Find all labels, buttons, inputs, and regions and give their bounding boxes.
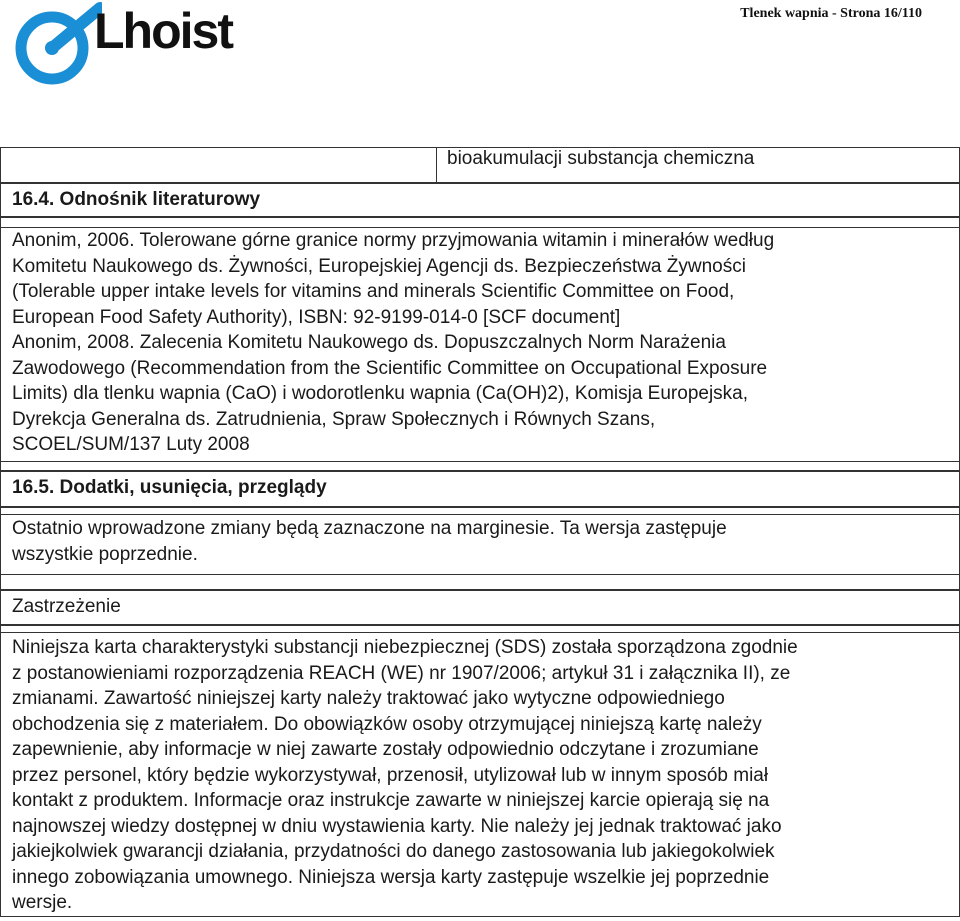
text-line: Niniejsza karta charakterystyki substancji niebezpiecznej (SDS) została sporządzona zgodnie bbox=[12, 637, 798, 658]
section-16-5-heading: 16.5. Dodatki, usunięcia, przeglądy bbox=[12, 477, 327, 498]
bioaccum-cell-left bbox=[0, 147, 436, 183]
text-line: przez personel, który będzie wykorzystywał, przenosił, utylizował lub w innym sposób miał bbox=[12, 764, 769, 786]
logo-text: Lhoist bbox=[94, 3, 232, 59]
text-line: wszystkie poprzednie. bbox=[12, 543, 198, 565]
text-line: zmianami. Zawartość niniejszej karty należy traktować jako wytyczne odpowiedniego bbox=[12, 688, 725, 709]
text-line: kontakt z produktem. Informacje oraz instrukcje zawarte w niniejszej karcie opierają się na bbox=[12, 790, 770, 811]
disclaimer-heading: Zastrzeżenie bbox=[12, 596, 121, 617]
section-16-4-gap-box bbox=[0, 461, 960, 471]
page-info: Tlenek wapnia - Strona 16/110 bbox=[740, 6, 922, 21]
disclaimer-top-rule bbox=[0, 625, 960, 633]
text-line: Dyrekcja Generalna ds. Zatrudnienia, Spraw Społecznych i Równych Szans, bbox=[12, 408, 656, 430]
text-line: wersje. bbox=[12, 892, 73, 913]
lhoist-logo bbox=[12, 2, 232, 88]
text-line: Anonim, 2006. Tolerowane górne granice normy przyjmowania witamin i minerałów według bbox=[12, 230, 775, 251]
text-line: zapewnienie, aby informacje w niej zawarte zostały odpowiednio odczytane i zrozumiane bbox=[12, 739, 759, 760]
section-16-5-top-rule bbox=[0, 507, 960, 515]
section-16-4-heading: 16.4. Odnośnik literaturowy bbox=[12, 189, 261, 210]
text-line: z postanowieniami rozporządzenia REACH (WE) nr 1907/2006; artykuł 31 i załącznika II), ze bbox=[12, 662, 791, 684]
bioaccum-text: bioakumulacji substancja chemiczna bbox=[447, 148, 755, 169]
text-line: Zawodowego (Recommendation from the Scientific Committee on Occupational Exposure bbox=[12, 357, 768, 379]
text-line: (Tolerable upper intake levels for vitamins and minerals Scientific Committee on Food, bbox=[12, 281, 735, 302]
text-line: najnowszej wiedzy dostępnej w dniu wystawienia karty. Nie należy jej jednak traktować jako bbox=[12, 815, 782, 837]
section-16-5-gap-box bbox=[0, 574, 960, 590]
text-line: European Food Safety Authority), ISBN: 92-9199-014-0 [SCF document] bbox=[12, 306, 621, 328]
text-line: jakiejkolwiek gwarancji działania, przydatności do danego zastosowania lub jakiegokolwiek bbox=[12, 841, 775, 862]
text-line: innego zobowiązania umownego. Niniejsza wersja karty zastępuje wszelkie jej poprzednie bbox=[12, 866, 770, 888]
lhoist-logo-icon bbox=[12, 2, 102, 88]
text-line: obchodzenia się z materiałem. Do obowiązków osoby otrzymującej niniejszą kartę należy bbox=[12, 713, 762, 735]
section-16-4-top-rule bbox=[0, 217, 960, 228]
text-line: Anonim, 2008. Zalecenia Komitetu Naukowego ds. Dopuszczalnych Norm Narażenia bbox=[12, 332, 726, 353]
disclaimer-heading-box bbox=[0, 590, 960, 625]
text-line: Ostatnio wprowadzone zmiany będą zaznaczone na marginesie. Ta wersja zastępuje bbox=[12, 518, 727, 539]
text-line: Komitetu Naukowego ds. Żywności, Europejskiej Agencji ds. Bezpieczeństwa Żywności bbox=[12, 255, 746, 277]
text-line: SCOEL/SUM/137 Luty 2008 bbox=[12, 434, 250, 455]
text-line: Limits) dla tlenku wapnia (CaO) i wodorotlenku wapnia (Ca(OH)2), Komisja Europejska, bbox=[12, 383, 749, 404]
